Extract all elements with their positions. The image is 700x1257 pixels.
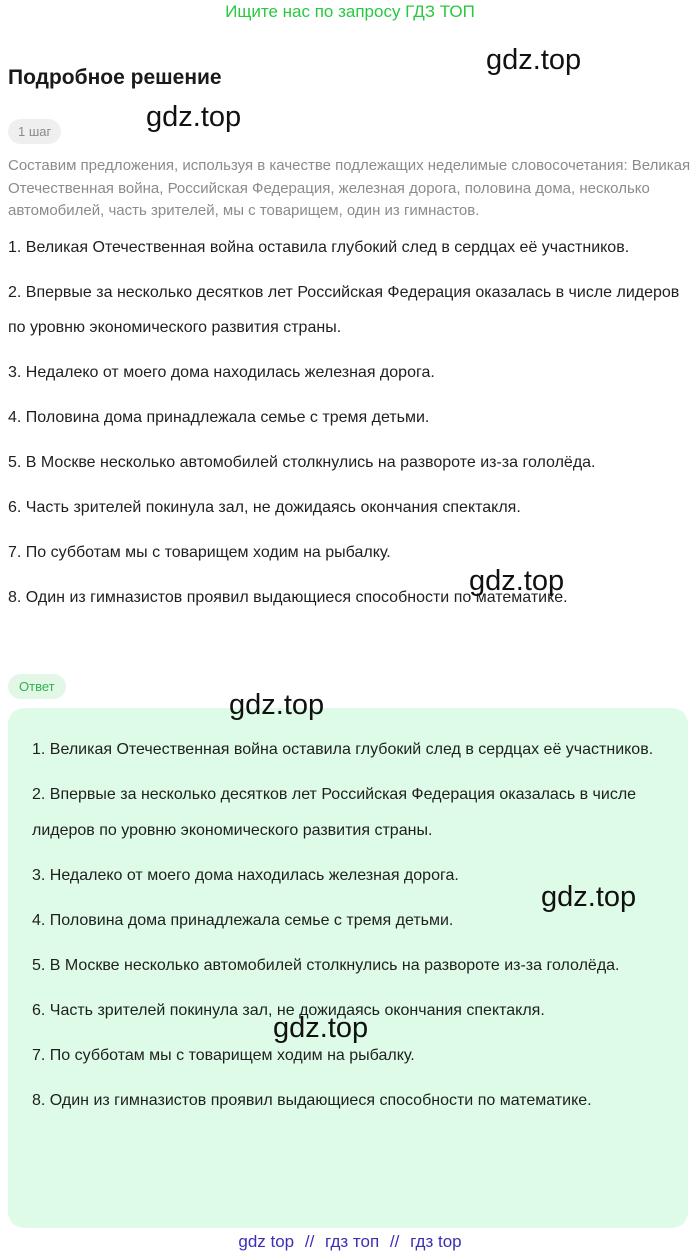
solution-item: 5. В Москве несколько автомобилей столкнулись на развороте из-за гололёда.: [8, 454, 596, 471]
footer-separator: //: [389, 1232, 400, 1251]
solution-item: 2. Впервые за несколько десятков лет Российская Федерация оказалась в числе лидеров по уровню экономического развития страны.: [8, 284, 680, 336]
watermark: gdz.top: [273, 1012, 369, 1044]
answer-item: 4. Половина дома принадлежала семье с тремя детьми.: [32, 912, 454, 929]
solution-item: 8. Один из гимназистов проявил выдающиеся способности по математике.: [8, 589, 568, 606]
watermark: gdz.top: [469, 565, 565, 597]
answer-item: 8. Один из гимназистов проявил выдающиеся способности по математике.: [32, 1092, 592, 1109]
search-hint-banner: Ищите нас по запросу ГДЗ ТОП: [225, 2, 475, 21]
watermark: gdz.top: [146, 101, 242, 133]
solution-item: 4. Половина дома принадлежала семье с тремя детьми.: [8, 409, 430, 426]
solution-intro: Составим предложения, используя в качестве подлежащих неделимые словосочетания: Великая Отечественная война, Российская Федерация, железная дорога, половина дома, несколько автомобилей, часть зрителей, мы с товарищем, один из гимнастов.: [8, 157, 691, 219]
answer-box: [8, 708, 688, 1228]
answer-list: [32, 732, 662, 1128]
answer-item: 6. Часть зрителей покинула зал, не дожидаясь окончания спектакля.: [32, 1002, 545, 1019]
watermark: gdz.top: [486, 44, 582, 76]
step-badge: 1 шаг: [8, 119, 61, 144]
solution-item: 3. Недалеко от моего дома находилась железная дорога.: [8, 364, 435, 381]
answer-item: 3. Недалеко от моего дома находилась железная дорога.: [32, 867, 459, 884]
footer-link-gdz-top[interactable]: gdz top: [238, 1232, 295, 1251]
watermark: gdz.top: [541, 881, 637, 913]
answer-item: 1. Великая Отечественная война оставила глубокий след в сердцах её участников.: [32, 741, 654, 758]
footer-links: [0, 1232, 700, 1252]
footer-separator: //: [304, 1232, 315, 1251]
watermark: gdz.top: [229, 689, 325, 721]
footer-link-gdz-top-ru[interactable]: гдз топ: [325, 1232, 380, 1251]
answer-badge: Ответ: [8, 674, 66, 699]
solution-item: 1. Великая Отечественная война оставила глубокий след в сердцах её участников.: [8, 239, 630, 256]
answer-item: 5. В Москве несколько автомобилей столкнулись на развороте из-за гололёда.: [32, 957, 620, 974]
solution-title: Подробное решение: [8, 66, 222, 89]
solution-item: 7. По субботам мы с товарищем ходим на рыбалку.: [8, 544, 391, 561]
footer-link-gdz-top-mixed[interactable]: гдз top: [410, 1232, 462, 1251]
answer-item: 7. По субботам мы с товарищем ходим на рыбалку.: [32, 1047, 415, 1064]
solution-list: [8, 230, 693, 625]
solution-item: 6. Часть зрителей покинула зал, не дожидаясь окончания спектакля.: [8, 499, 521, 516]
answer-item: 2. Впервые за несколько десятков лет Российская Федерация оказалась в числе лидеров по уровню экономического развития страны.: [32, 786, 637, 839]
